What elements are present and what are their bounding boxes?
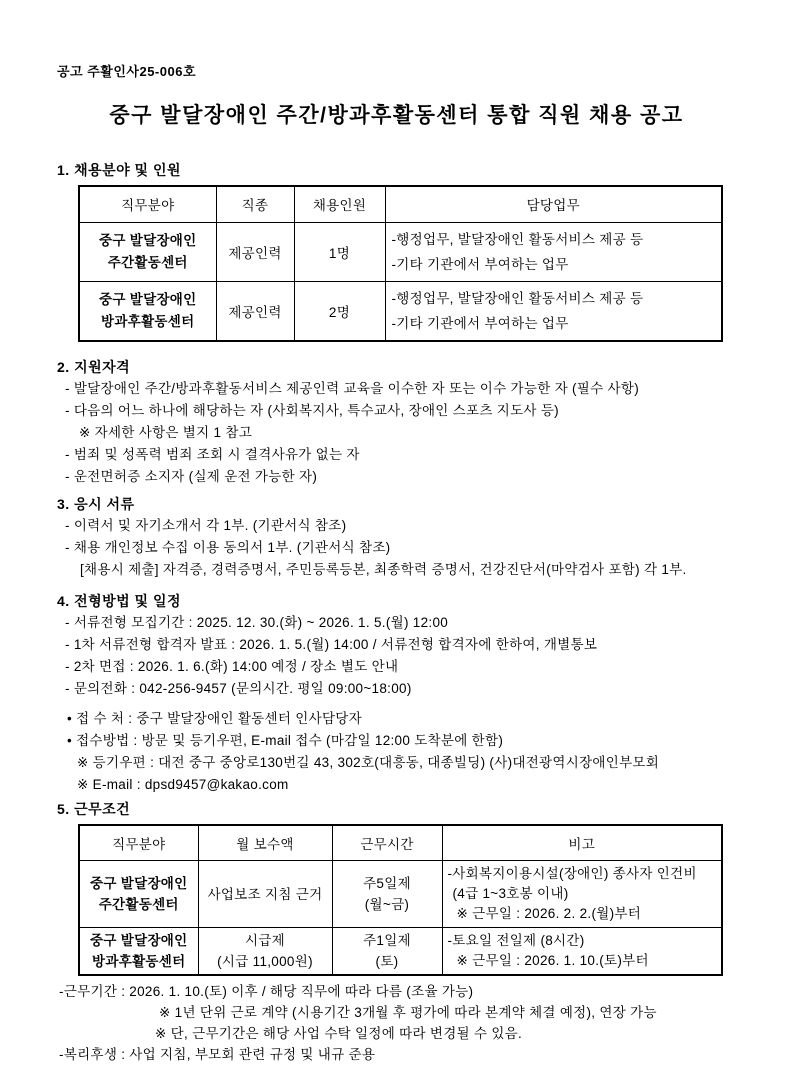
table-row (79, 222, 722, 281)
headcount-cell: 2명 (294, 281, 385, 341)
header-job-field: 직무분야 (79, 825, 198, 861)
pay-cell (198, 928, 332, 976)
section-4-heading: 4. 전형방법 및 일정 (57, 592, 182, 609)
remark-line: ※ 근무일 : 2026. 1. 10.(토)부터 (456, 953, 649, 968)
job-field-cell (79, 222, 216, 281)
job-type-cell: 제공인력 (216, 281, 294, 341)
header-working-hours: 근무시간 (332, 825, 442, 861)
duty-line: -기타 기관에서 부여하는 업무 (391, 256, 569, 272)
hours-line: (토) (375, 954, 399, 969)
section-1-heading: 1. 채용분야 및 인원 (57, 162, 182, 178)
remarks-cell (442, 928, 722, 976)
list-item: - 범죄 및 성폭력 범죄 조회 시 결격사유가 없는 자 (65, 446, 360, 462)
header-duties: 담당업무 (385, 186, 722, 222)
list-item: - 발달장애인 주간/방과후활동서비스 제공인력 교육을 이수한 자 또는 이수 가능한 자 (필수 사항) (65, 380, 640, 396)
list-item: - 서류전형 모집기간 : 2025. 12. 30.(화) ~ 2026. 1. 5.(월) 12:00 (65, 614, 449, 630)
job-field-line: 주간활동센터 (107, 254, 188, 270)
section-4-items (57, 612, 736, 700)
header-monthly-pay: 월 보수액 (198, 825, 332, 861)
note-item email-text: ※ E-mail : dpsd9457@kakao.com (77, 776, 289, 792)
section-2-items (57, 378, 736, 488)
pay-line: 시급제 (244, 933, 286, 948)
recruitment-table (78, 185, 723, 342)
duty-line: -행정업무, 발달장애인 활동서비스 제공 등 (391, 290, 644, 306)
list-item: - 운전면허증 소지자 (실제 운전 가능한 자) (65, 468, 318, 484)
section-2-heading: 2. 지원자격 (57, 358, 131, 375)
page-title: 중구 발달장애인 주간/방과후활동센터 통합 직원 채용 공고 (109, 104, 684, 127)
list-item: - 2차 면접 : 2026. 1. 6.(화) 14:00 예정 / 장소 별도 안내 (65, 658, 399, 674)
duty-line: -행정업무, 발달장애인 활동서비스 제공 등 (391, 231, 644, 247)
hours-line: 주5일제 (363, 876, 411, 891)
duties-cell (385, 281, 722, 341)
job-field-line: 방과후활동센터 (92, 954, 186, 969)
job-field-cell (79, 861, 198, 928)
hours-line: 주1일제 (363, 933, 411, 948)
pay-line: (시급 11,000원) (217, 954, 313, 969)
remark-line: -토요일 전일제 (8시간) (447, 933, 585, 948)
table-row (79, 928, 722, 976)
working-conditions-table (78, 824, 723, 977)
table-row (79, 861, 722, 928)
list-item-note: ※ 자세한 사항은 별지 1 참고 (79, 424, 253, 440)
remark-line: -사회복지이용시설(장애인) 종사자 인건비 (447, 866, 697, 881)
section-5-heading: 5. 근무조건 (57, 800, 131, 817)
doc-number: 공고 주활인사25-006호 (57, 64, 196, 79)
header-remarks: 비고 (442, 825, 722, 861)
hours-line: (월~금) (364, 897, 410, 912)
list-item-bracket: [채용시 제출] 자격증, 경력증명서, 주민등록등본, 최종학력 증명서, 건강진단서(마약검사 포함) 각 1부. (80, 561, 687, 577)
header-job-type: 직종 (216, 186, 294, 222)
job-field-cell (79, 928, 198, 976)
job-field-line: 방과후활동센터 (101, 313, 195, 329)
section-3-items (57, 515, 736, 581)
note-line: ※ 단, 근무기간은 해당 사업 수탁 일정에 따라 변경될 수 있음. (155, 1026, 523, 1041)
hours-cell (332, 928, 442, 976)
hours-cell (332, 861, 442, 928)
job-field-line: 중구 발달장애인 (90, 876, 188, 891)
header-job-field: 직무분야 (79, 186, 216, 222)
remarks-cell (442, 861, 722, 928)
note-item: ※ 등기우편 : 대전 중구 중앙로130번길 43, 302호(대흥동, 대종빌딩) (사)대전광역시장애인부모회 (77, 754, 660, 770)
note-line: ※ 1년 단위 근로 계약 (시용기간 3개월 후 평가에 따라 본계약 체결 예정), 연장 가능 (159, 1005, 657, 1020)
bullet-item: • 접수방법 : 방문 및 등기우편, E-mail 접수 (마감일 12:00 도착분에 한함) (67, 732, 504, 748)
headcount-cell: 1명 (294, 222, 385, 281)
duty-line: -기타 기관에서 부여하는 업무 (391, 315, 569, 331)
table-header-row (79, 825, 722, 861)
note-line: -근무기간 : 2026. 1. 10.(토) 이후 / 해당 직무에 따라 다름 (조율 가능) (59, 984, 474, 999)
section-4-sub-items (57, 708, 736, 796)
job-field-cell (79, 281, 216, 341)
section-5-notes (57, 981, 736, 1065)
header-headcount: 채용인원 (294, 186, 385, 222)
remark-line: ※ 근무일 : 2026. 2. 2.(월)부터 (456, 906, 642, 921)
list-item: - 1차 서류전형 합격자 발표 : 2026. 1. 5.(월) 14:00 / 서류전형 합격자에 한하여, 개별통보 (65, 636, 598, 652)
table-header-row (79, 186, 722, 222)
job-type-cell: 제공인력 (216, 222, 294, 281)
duties-cell (385, 222, 722, 281)
section-3-heading: 3. 응시 서류 (57, 495, 135, 512)
list-item: - 채용 개인정보 수집 이용 동의서 1부. (기관서식 참조) (65, 539, 391, 555)
list-item: - 문의전화 : 042-256-9457 (문의시간. 평일 09:00~18:00) (65, 680, 412, 696)
job-field-line: 중구 발달장애인 (90, 933, 188, 948)
job-field-line: 주간활동센터 (98, 897, 179, 912)
pay-cell (198, 861, 332, 928)
job-field-line: 중구 발달장애인 (99, 232, 197, 248)
pay-line: 사업보조 지침 근거 (207, 886, 323, 902)
remark-line: (4급 1~3호봉 이내) (452, 886, 569, 901)
list-item: - 다음의 어느 하나에 해당하는 자 (사회복지사, 특수교사, 장애인 스포츠 지도사 등) (65, 402, 559, 418)
bullet-item: • 접 수 처 : 중구 발달장애인 활동센터 인사담당자 (67, 710, 362, 726)
job-field-line: 중구 발달장애인 (99, 291, 197, 307)
table-row (79, 281, 722, 341)
note-line: -복리후생 : 사업 지침, 부모회 관련 규정 및 내규 준용 (59, 1047, 376, 1062)
list-item: - 이력서 및 자기소개서 각 1부. (기관서식 참조) (65, 517, 347, 533)
